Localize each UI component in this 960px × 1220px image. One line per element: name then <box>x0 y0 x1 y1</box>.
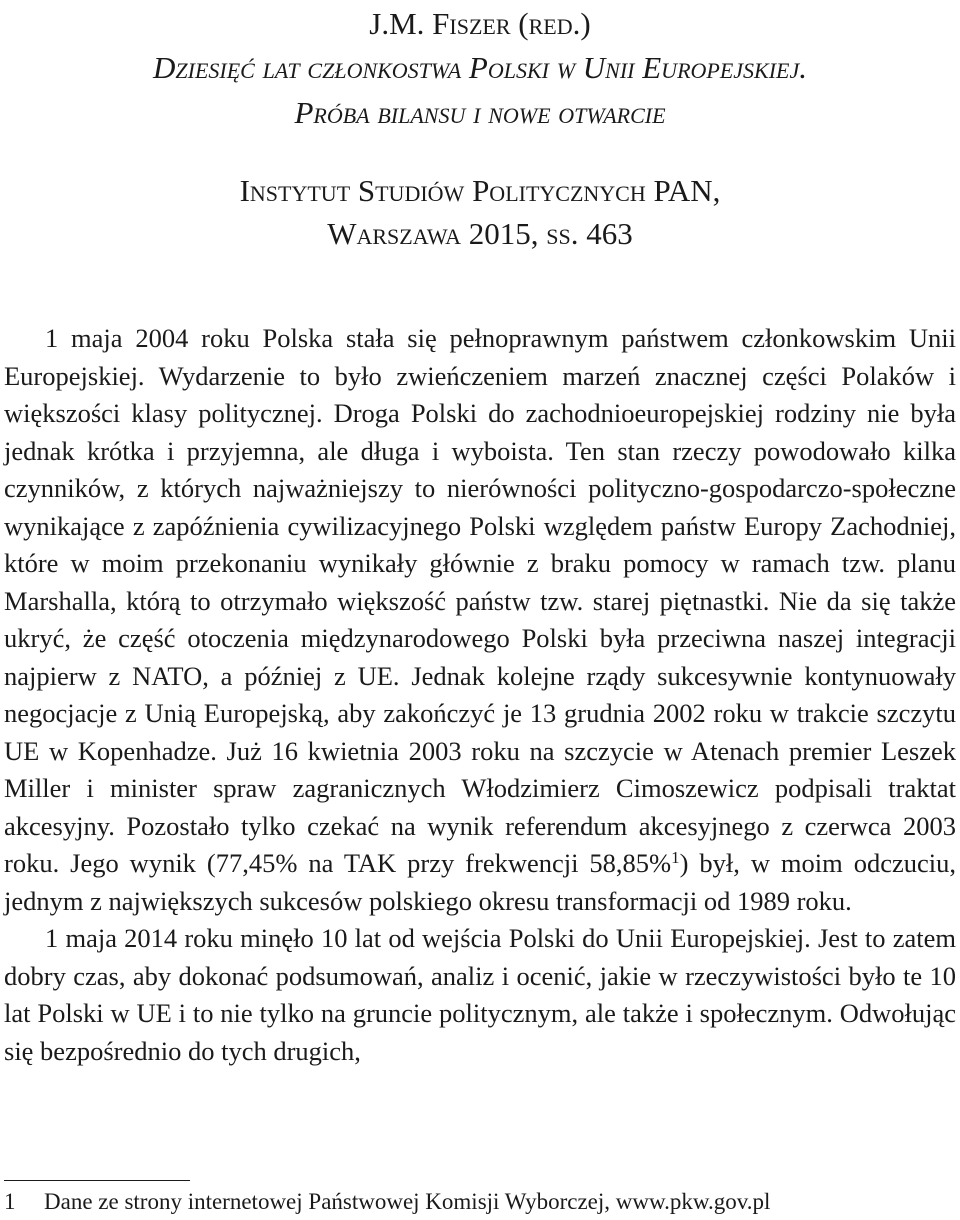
footnote-reference: 1 <box>671 848 680 867</box>
footnote-divider <box>4 1180 190 1181</box>
paragraph-2: 1 maja 2014 roku minęło 10 lat od wejścia Polski do Unii Europejskiej. Jest to zatem dobry czas, aby dokonać podsumowań, analiz i ocenić, jakie w rzeczywistości było te 10 lat Polski w UE i to nie tylko na gruncie politycznym, ale także i społecznym. Odwołując się bezpośrednio do tych drugich, <box>4 923 956 1066</box>
publisher-line-2: Warszawa 2015, ss. 463 <box>327 216 633 251</box>
footnote-number: 1 <box>4 1189 16 1214</box>
publisher-line-1: Instytut Studiów Politycznych PAN, <box>239 173 721 208</box>
paragraph-1-text: 1 maja 2004 roku Polska stała się pełnoprawnym państwem członkowskim Unii Europejskiej. Wydarzenie to było zwieńczeniem marzeń znacznej części Polaków i większości klasy politycznej. Droga Polski do zachodnioeuropejskiej rodziny nie była jednak krótka i przyjemna, ale długa i wyboista. Ten stan rzeczy powodowało kilka czynników, z których najważniejszy to nierówności polityczno-gospodarczo-społeczne wynikające z zapóźnienia cywilizacyjnego Polski względem państw Europy Zachodniej, które w moim przekonaniu wynikały głównie z braku pomocy w ramach tzw. planu Marshalla, którą to otrzymało większość państw tzw. starej piętnastki. Nie da się także ukryć, że część otoczenia międzynarodowego Polski była przeciwna naszej integracji najpierw z NATO, a później z UE. Jednak kolejne rządy sukcesywnie kontynuowały negocjacje z Unią Europejską, aby zakończyć je 13 grudnia 2002 roku w trakcie szczytu UE w Kopenhadze. Już 16 kwietnia 2003 roku na szczycie w Atenach premier Leszek Miller i minister spraw zagranicznych Włodzimierz Cimoszewicz podpisali traktat akcesyjny. Pozostało tylko czekać na wynik referendum akcesyjnego z czerwca 2003 roku. Jego wynik (77,45% na TAK przy frekwencji 58,85% <box>4 323 956 878</box>
footnote-text: Dane ze strony internetowej Państwowej Komisji Wyborczej, www.pkw.gov.pl <box>44 1189 771 1214</box>
paragraph-1 <box>4 320 956 920</box>
book-author: J.M. Fiszer (red.) <box>369 6 591 41</box>
book-title-line-2: Próba bilansu i nowe otwarcie <box>294 95 666 130</box>
review-body <box>4 320 956 1070</box>
footnote <box>4 1188 954 1216</box>
paragraph-1-continuation: ) był, w moim odczuciu, jednym z największych sukcesów polskiego okresu transformacji od 1989 roku. <box>4 848 956 916</box>
book-title-line-1: Dziesięć lat członkostwa Polski w Unii Europejskiej. <box>153 50 807 85</box>
